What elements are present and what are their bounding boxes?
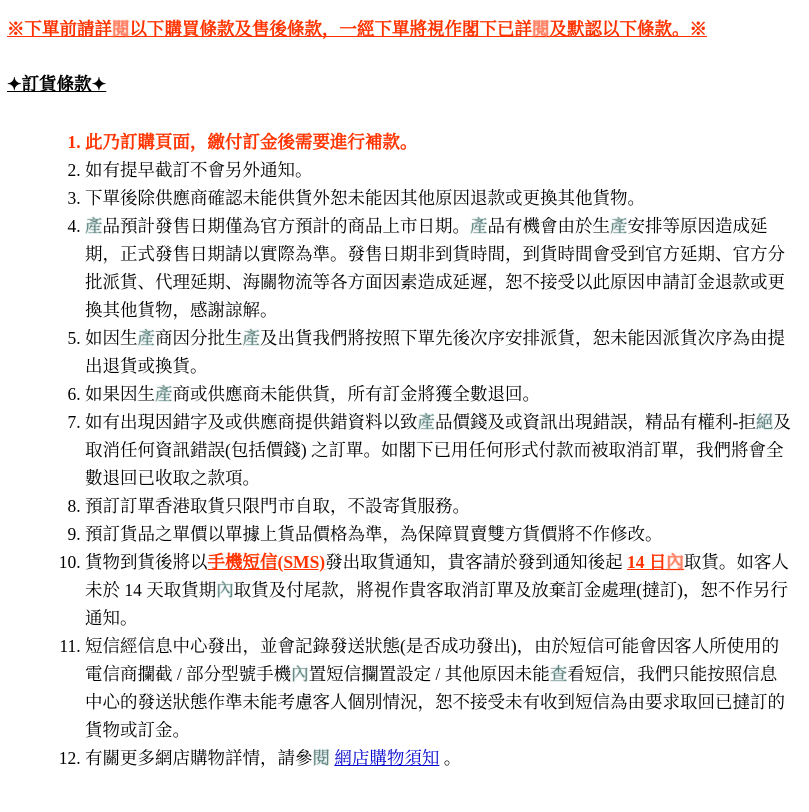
term-text: 此乃訂購頁面，繳付訂金後需要進行補款。 [85, 132, 418, 152]
substituted-glyph: 產 [85, 216, 103, 236]
substituted-glyph: 產 [610, 216, 628, 236]
term-item [85, 744, 801, 772]
term-item [85, 128, 801, 156]
term-item [85, 156, 801, 184]
substituted-glyph: 內 [666, 552, 684, 572]
term-text: 手機短信(SMS) [207, 552, 326, 572]
term-item [85, 184, 801, 212]
substituted-glyph: 產 [242, 328, 260, 348]
term-text: 14 日內 [627, 552, 684, 572]
term-text: 下單後除供應商確認未能供貨外恕未能因其他原因退款或更換其他貨物。 [85, 188, 645, 208]
term-text: 取貨。如客人未於 14 天取貨期內取貨及付尾款，將視作貴客取消訂單及放棄訂金處理(撻訂)，恕不作另行通知。 [85, 552, 789, 628]
term-text: 如因生產商因分批生產及出貨我們將按照下單先後次序安排派貨，恕未能因派貨次序為由提出退貨或換貨。 [85, 328, 785, 376]
term-item [85, 492, 801, 520]
term-item [85, 380, 801, 408]
section-title-text: ✦訂貨條款✦ [7, 74, 107, 94]
term-item [85, 548, 801, 632]
term-text: 短信經信息中心發出，並會記錄發送狀態(是否成功發出)，由於短信可能會因客人所使用的電信商攔截 / 部分型號手機內置短信攔置設定 / 其他原因未能查看短信，我們只能按照信息中心的發送狀態作準未能考慮客人個別情況，恕不接受未有收到短信為由要求取回已撻訂的貨物或訂金。 [85, 636, 785, 740]
substituted-glyph: 查 [549, 664, 568, 684]
term-item [85, 632, 801, 744]
term-text: 預訂訂單香港取貨只限門市自取，不設寄貨服務。 [85, 496, 470, 516]
term-item [85, 324, 801, 380]
term-text: 如有出現因錯字及或供應商提供錯資料以致產品價錢及或資訊出現錯誤，精品有權利-拒絕及取消任何資訊錯誤(包括價錢) 之訂單。如閣下已用任何形式付款而被取消訂單，我們將會全數退回已收取之款項。 [85, 412, 791, 488]
term-item [85, 520, 801, 548]
substituted-glyph: 閱 [532, 19, 550, 39]
term-text: 有關更多網店購物詳情，請參閱 [85, 748, 330, 768]
term-text: 發出取貨通知，貴客請於發到通知後起 [325, 552, 628, 572]
substituted-glyph: 閱 [312, 748, 330, 768]
substituted-glyph: 產 [137, 328, 155, 348]
term-text: 貨物到貨後將以 [85, 552, 208, 572]
term-item [85, 212, 801, 324]
store-shopping-notice-link[interactable]: 網店購物須知 [334, 748, 440, 768]
term-text: 如果因生產商或供應商未能供貨，所有訂金將獲全數退回。 [85, 384, 540, 404]
term-text: 如有提早截訂不會另外通知。 [85, 160, 313, 180]
term-text: 。 [439, 748, 462, 768]
substituted-glyph: 產 [155, 384, 173, 404]
substituted-glyph: 內 [216, 580, 234, 600]
substituted-glyph: 內 [291, 664, 309, 684]
substituted-glyph: 產 [417, 412, 435, 432]
substituted-glyph: 產 [470, 216, 488, 236]
term-text: 產品預計發售日期僅為官方預計的商品上市日期。產品有機會由於生產安排等原因造成延期，正式發售日期請以實際為準。發售日期非到貨時間，到貨時間會受到官方延期、官方分批派貨、代理延期、海關物流等各方面因素造成延遲，恕不接受以此原因申請訂金退款或更換其他貨物，感謝諒解。 [85, 216, 785, 320]
substituted-glyph: 閱 [112, 19, 130, 39]
pre-order-notice: ※下單前請詳閱以下購買條款及售後條款，一經下單將視作閣下已詳閱及默認以下條款。※ [7, 19, 707, 39]
terms-list [7, 128, 801, 772]
section-title-order-terms [7, 70, 801, 98]
term-item [85, 408, 801, 492]
term-text: 預訂貨品之單價以單據上貨品價格為準，為保障買賣雙方貨價將不作修改。 [85, 524, 663, 544]
substituted-glyph: 絕 [755, 412, 774, 432]
